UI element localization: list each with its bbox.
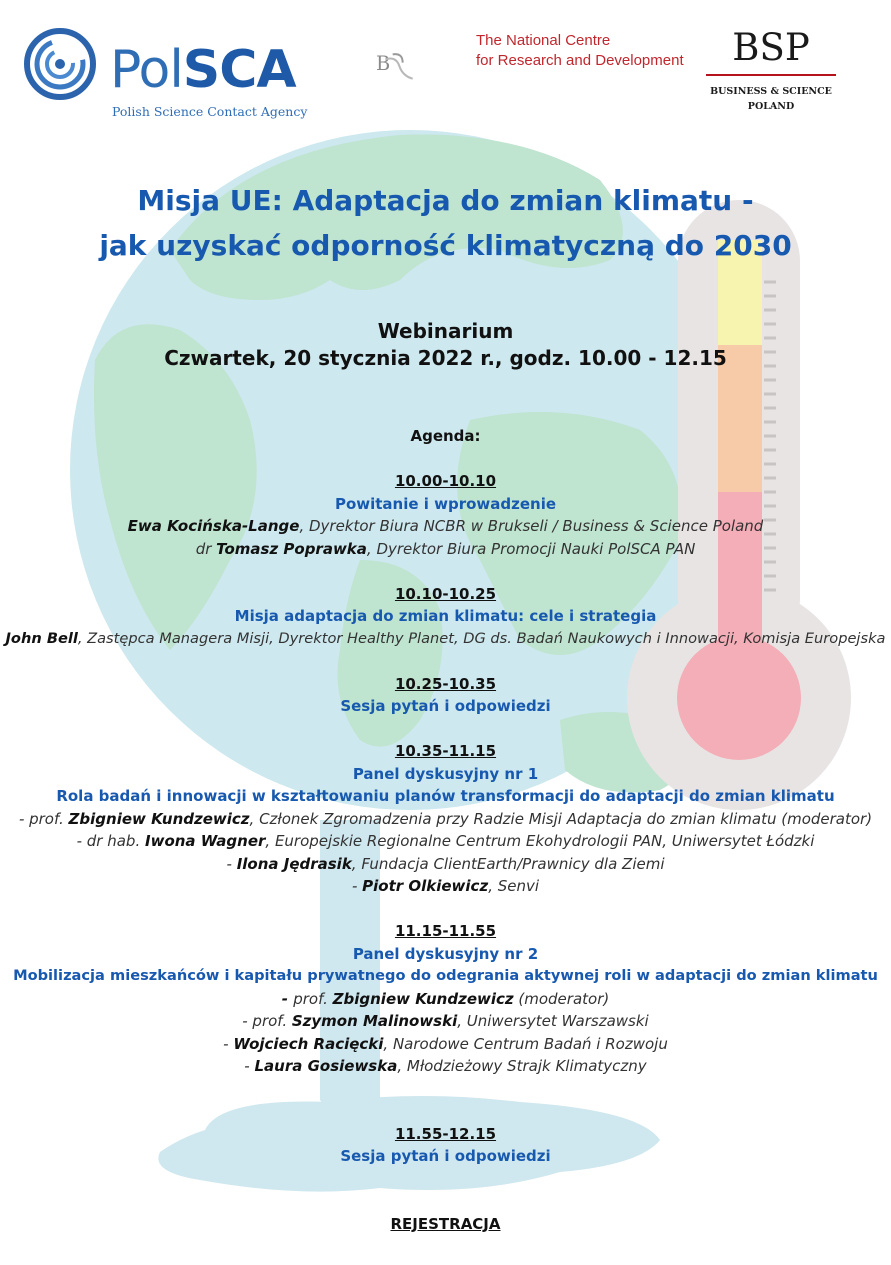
ncbr-line-1: The National Centre bbox=[476, 32, 611, 49]
agenda-time: 10.25-10.35 bbox=[394, 674, 497, 693]
polsca-subtitle: Polish Science Contact Agency bbox=[112, 104, 308, 119]
bsp-subtitle-2: POLAND bbox=[747, 101, 795, 112]
agenda-heading: Panel dyskusyjny nr 2 bbox=[352, 944, 539, 963]
polsca-wordmark: PolSCA bbox=[110, 40, 296, 100]
svg-text:B: B bbox=[376, 52, 391, 75]
speaker-line: Ewa Kocińska-Lange, Dyrektor Biura NCBR w Brukseli / Business & Science Poland bbox=[127, 517, 764, 535]
speaker-name: Ewa Kocińska-Lange bbox=[127, 517, 300, 535]
ncbr-logo-mark bbox=[376, 26, 476, 106]
polsca-swirl-icon bbox=[22, 26, 98, 102]
agenda-label: Agenda: bbox=[410, 427, 481, 445]
speaker-line: - Wojciech Racięcki, Narodowe Centrum Badań i Rozwoju bbox=[223, 1034, 668, 1053]
title-line-2: jak uzyskać odporność klimatyczną do 2030 bbox=[99, 229, 792, 262]
bsp-subtitle-1: BUSINESS & SCIENCE bbox=[710, 86, 832, 97]
bsp-divider bbox=[706, 74, 836, 76]
agenda-time: 10.10-10.25 bbox=[394, 584, 497, 603]
agenda-time: 11.15-11.55 bbox=[394, 922, 497, 940]
agenda-heading: Sesja pytań i odpowiedzi bbox=[340, 1147, 551, 1165]
agenda-time: 11.55-12.15 bbox=[394, 1124, 497, 1143]
speaker-line: - prof. Zbigniew Kundzewicz, Członek Zgromadzenia przy Radzie Misji Adaptacja do zmian klimatu (moderator) bbox=[18, 809, 873, 828]
speaker-name: Iwona Wagner bbox=[145, 832, 266, 850]
agenda-time: 10.35-11.15 bbox=[394, 742, 497, 760]
agenda-heading: Misja adaptacja do zmian klimatu: cele i strategia bbox=[234, 607, 657, 625]
speaker-name: Ilona Jędrasik bbox=[236, 854, 352, 873]
event-info bbox=[0, 318, 891, 372]
speaker-name: Zbigniew Kundzewicz bbox=[68, 809, 250, 828]
speaker-name: Zbigniew Kundzewicz bbox=[332, 989, 514, 1008]
speaker-line: dr Tomasz Poprawka, Dyrektor Biura Promocji Nauki PolSCA PAN bbox=[195, 539, 696, 558]
speaker-line: - prof. Zbigniew Kundzewicz (moderator) bbox=[281, 989, 610, 1008]
speaker-line: - Piotr Olkiewicz, Senvi bbox=[351, 877, 540, 895]
ncbr-name bbox=[476, 31, 684, 71]
polsca-logo bbox=[22, 24, 312, 119]
agenda-subheading: Rola badań i innowacji w kształtowaniu planów transformacji do adaptacji do zmian klimatu bbox=[56, 787, 835, 805]
agenda bbox=[0, 425, 891, 1235]
speaker-line: - Laura Gosiewska, Młodzieżowy Strajk Klimatyczny bbox=[244, 1057, 647, 1075]
page-title bbox=[0, 178, 891, 268]
event-datetime: Czwartek, 20 stycznia 2022 r., godz. 10.00 - 12.15 bbox=[164, 346, 727, 370]
speaker-name: Wojciech Racięcki bbox=[233, 1034, 384, 1053]
agenda-heading: Sesja pytań i odpowiedzi bbox=[340, 697, 551, 715]
ncbr-line-2: for Research and Development bbox=[476, 52, 684, 69]
speaker-line: - prof. Szymon Malinowski, Uniwersytet Warszawski bbox=[242, 1012, 649, 1030]
speaker-name: Tomasz Poprawka bbox=[216, 539, 367, 558]
speaker-name: Laura Gosiewska bbox=[254, 1057, 398, 1075]
speaker-line: John Bell, Zastępca Managera Misji, Dyrektor Healthy Planet, DG ds. Badań Naukowych i Innowacji, Komisja Europejska bbox=[5, 629, 886, 647]
bsp-logo bbox=[706, 28, 836, 123]
agenda-heading: Panel dyskusyjny nr 1 bbox=[352, 764, 539, 783]
agenda-time: 10.00-10.10 bbox=[394, 472, 497, 490]
speaker-line: - dr hab. Iwona Wagner, Europejskie Regionalne Centrum Ekohydrologii PAN, Uniwersytet Łódzki bbox=[76, 832, 815, 850]
speaker-line: - Ilona Jędrasik, Fundacja ClientEarth/Prawnicy dla Ziemi bbox=[226, 854, 665, 873]
speaker-name: John Bell bbox=[5, 629, 78, 647]
speaker-name: Szymon Malinowski bbox=[291, 1012, 458, 1030]
bsp-mark: BSP bbox=[732, 26, 810, 69]
speaker-name: Piotr Olkiewicz bbox=[362, 877, 489, 895]
registration-link[interactable]: REJESTRACJA bbox=[390, 1214, 501, 1233]
agenda-heading: Powitanie i wprowadzenie bbox=[334, 494, 557, 513]
event-type: Webinarium bbox=[377, 319, 514, 343]
agenda-subheading: Mobilizacja mieszkańców i kapitału prywatnego do odegrania aktywnej roli w adaptacji do zmian klimatu bbox=[13, 967, 878, 984]
title-line-1: Misja UE: Adaptacja do zmian klimatu - bbox=[137, 184, 754, 217]
